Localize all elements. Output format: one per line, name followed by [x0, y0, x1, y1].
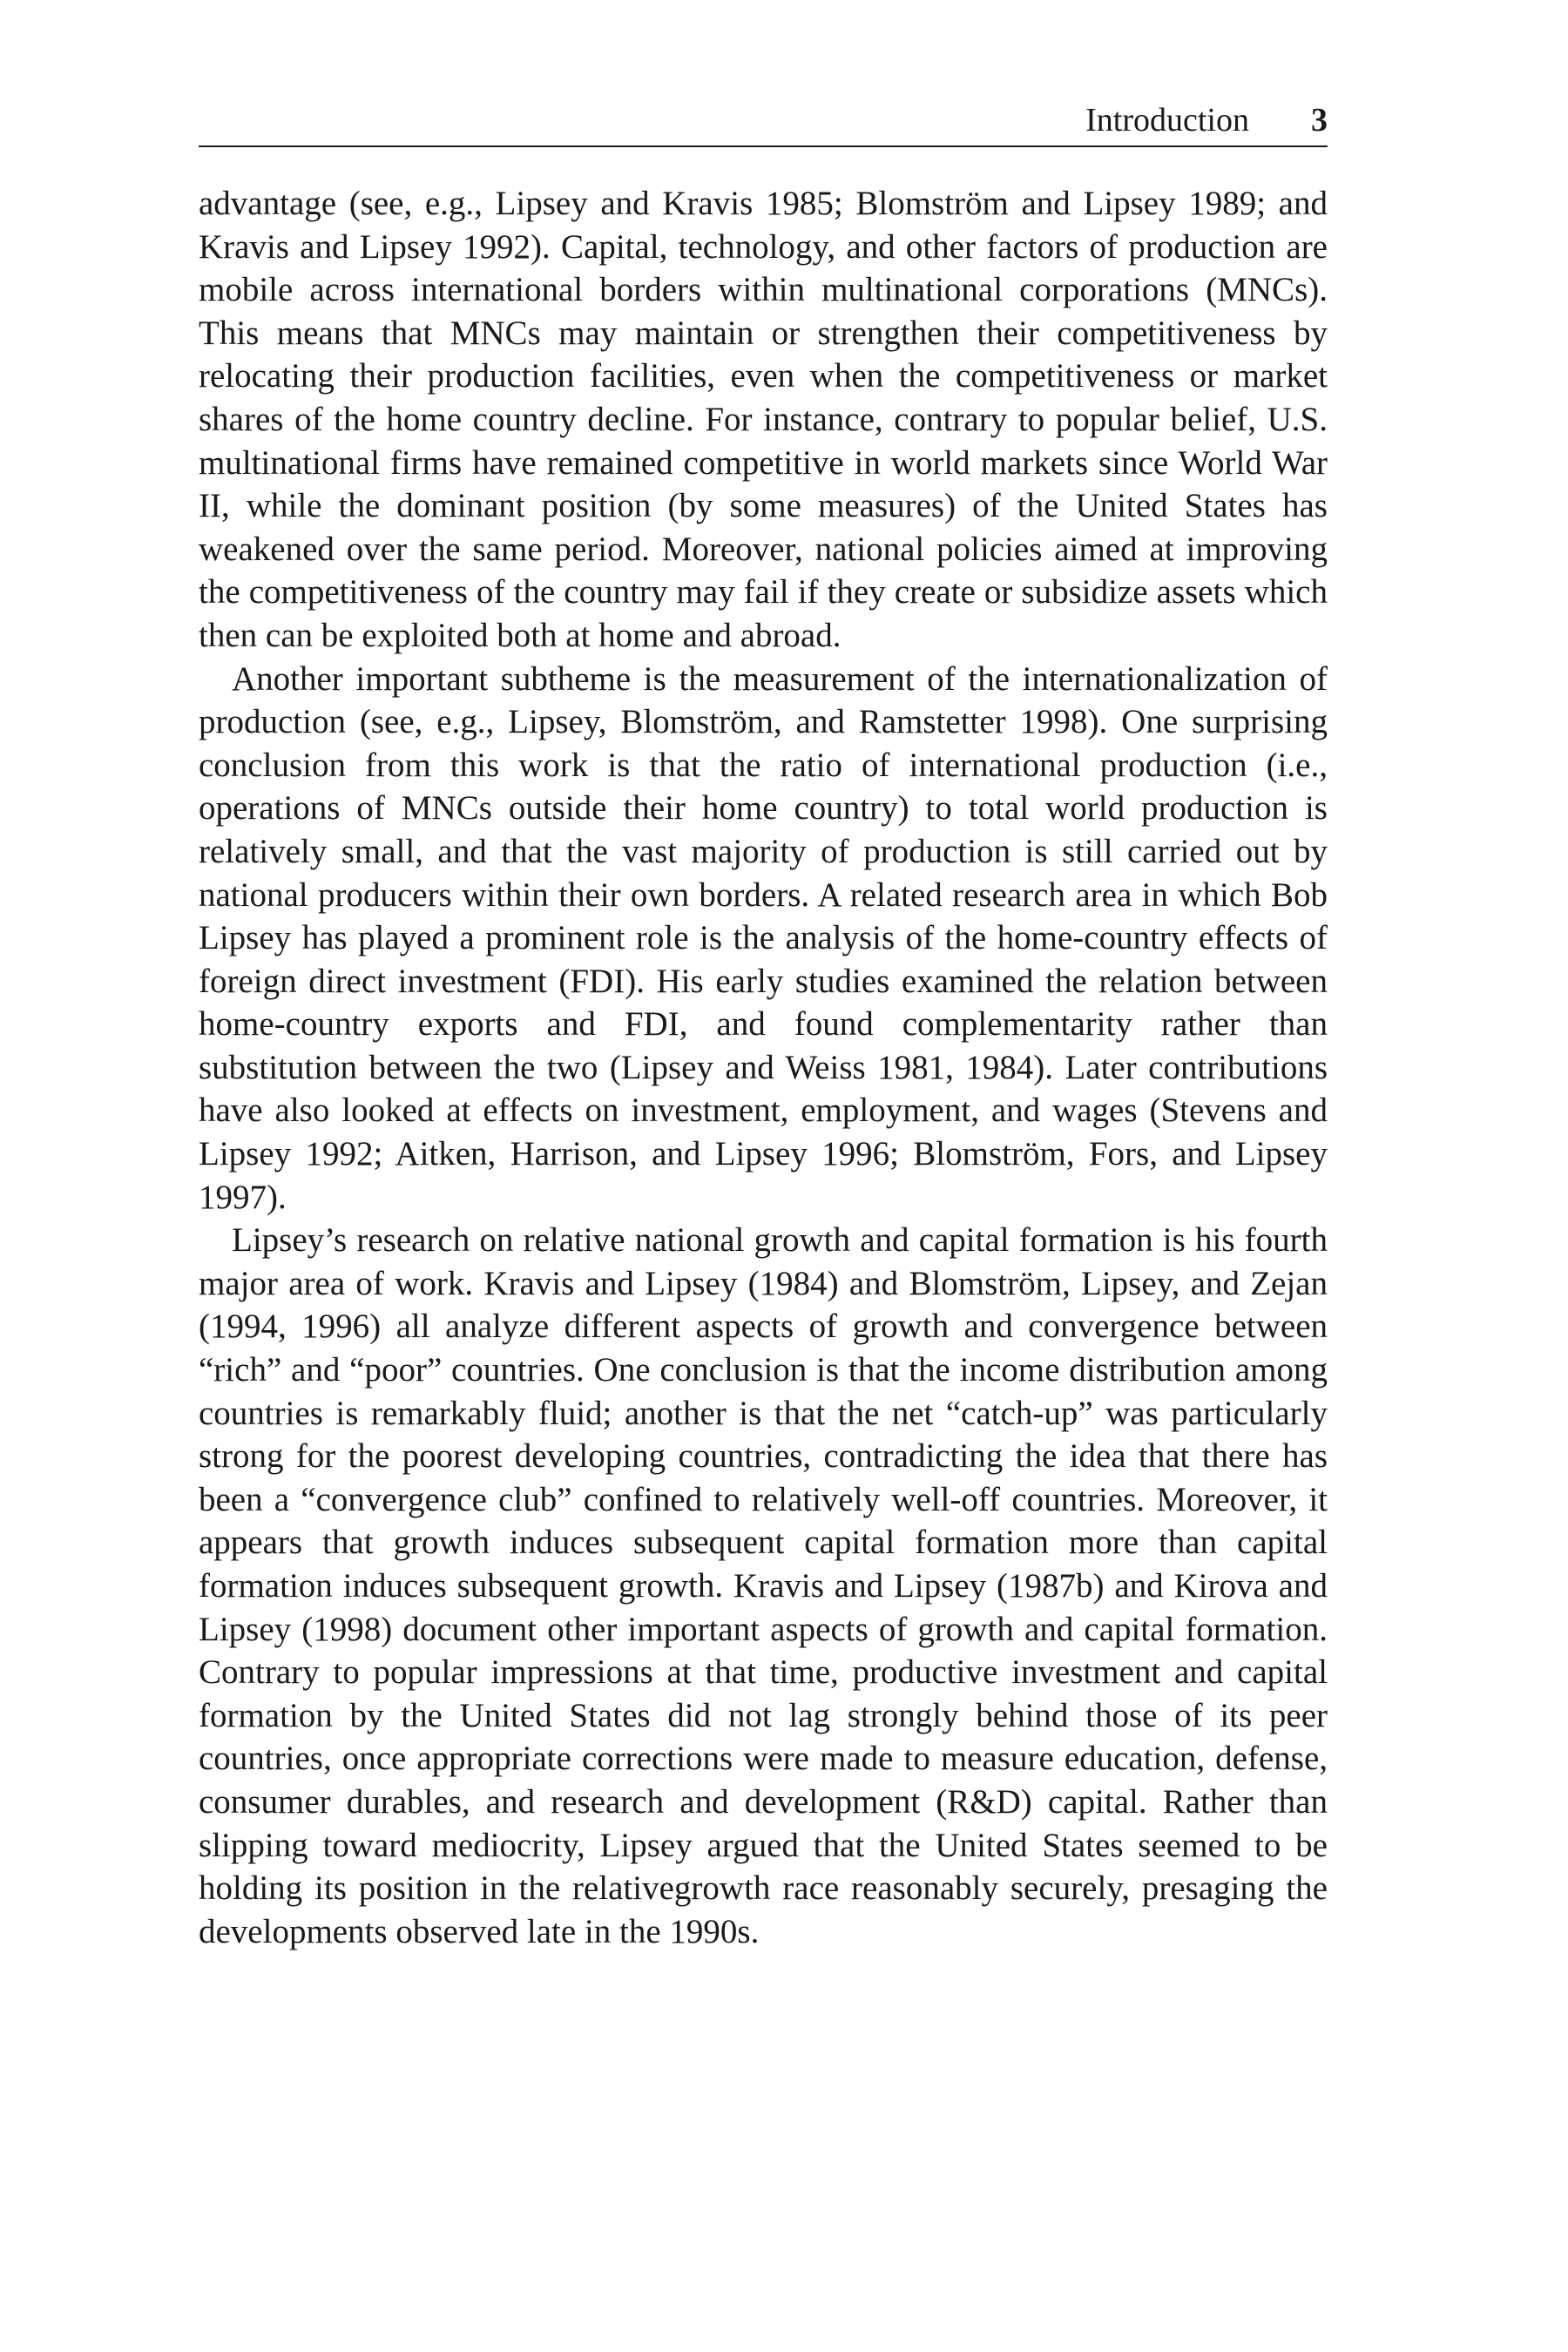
section-title: Introduction [1085, 102, 1249, 139]
paragraph-continued: advantage (see, e.g., Lipsey and Kravis 1985; Blomström and Lipsey 1989; and Kravis and Lipsey 1992). Capital, technology, and other factors of production are mobile across international borders within multinational corporations (MNCs). This means that MNCs may maintain or strengthen their competitiveness by relocating their production facilities, even when the competitiveness or market shares of the home country decline. For instance, contrary to popular belief, U.S. multinational firms have remained competitive in world markets since World War II, while the dominant position (by some measures) of the United States has weakened over the same period. Moreover, national policies aimed at improving the competitiveness of the country may fail if they create or subsidize assets which then can be exploited both at home and abroad. [199, 185, 1328, 654]
running-head [199, 91, 1328, 147]
paragraph-internationalization: Another important subtheme is the measurement of the internationalization of production (see, e.g., Lipsey, Blomström, and Ramstetter 1998). One surprising conclusion from this work is that the ratio of international production (i.e., operations of MNCs outside their home country) to total world production is relatively small, and that the vast majority of production is still carried out by national producers within their own borders. A related research area in which Bob Lipsey has played a prominent role is the analysis of the home-country effects of foreign direct investment (FDI). His early studies examined the relation between home-country exports and FDI, and found complementarity rather than substitution between the two (Lipsey and Weiss 1981, 1984). Later contributions have also looked at effects on investment, employment, and wages (Stevens and Lipsey 1992; Aitken, Harrison, and Lipsey 1996; Blomström, Fors, and Lipsey 1997). [199, 659, 1328, 1216]
paragraph-growth: Lipsey’s research on relative national growth and capital formation is his fourth major area of work. Kravis and Lipsey (1984) and Blomström, Lipsey, and Zejan (1994, 1996) all analyze different aspects of growth and convergence between “rich” and “poor” countries. One conclusion is that the income distribution among countries is remarkably fluid; another is that the net “catch-up” was particularly strong for the poorest developing countries, contradicting the idea that there has been a “convergence club” confined to relatively well-off countries. Moreover, it appears that growth induces subsequent capital formation more than capital formation induces subsequent growth. Kravis and Lipsey (1987b) and Kirova and Lipsey (1998) document other important aspects of growth and capital formation. Contrary to popular impressions at that time, productive investment and capital formation by the United States did not lag strongly behind those of its peer countries, once appropriate corrections were made to measure education, defense, consumer durables, and research and development (R&D) capital. Rather than slipping toward mediocrity, Lipsey argued that the United States seemed to be holding its position in the relativegrowth race reasonably securely, presaging the developments observed late in the 1990s. [199, 1221, 1328, 1950]
page-number: 3 [1311, 102, 1328, 139]
body-text [199, 182, 1328, 1953]
book-page [199, 91, 1328, 1953]
